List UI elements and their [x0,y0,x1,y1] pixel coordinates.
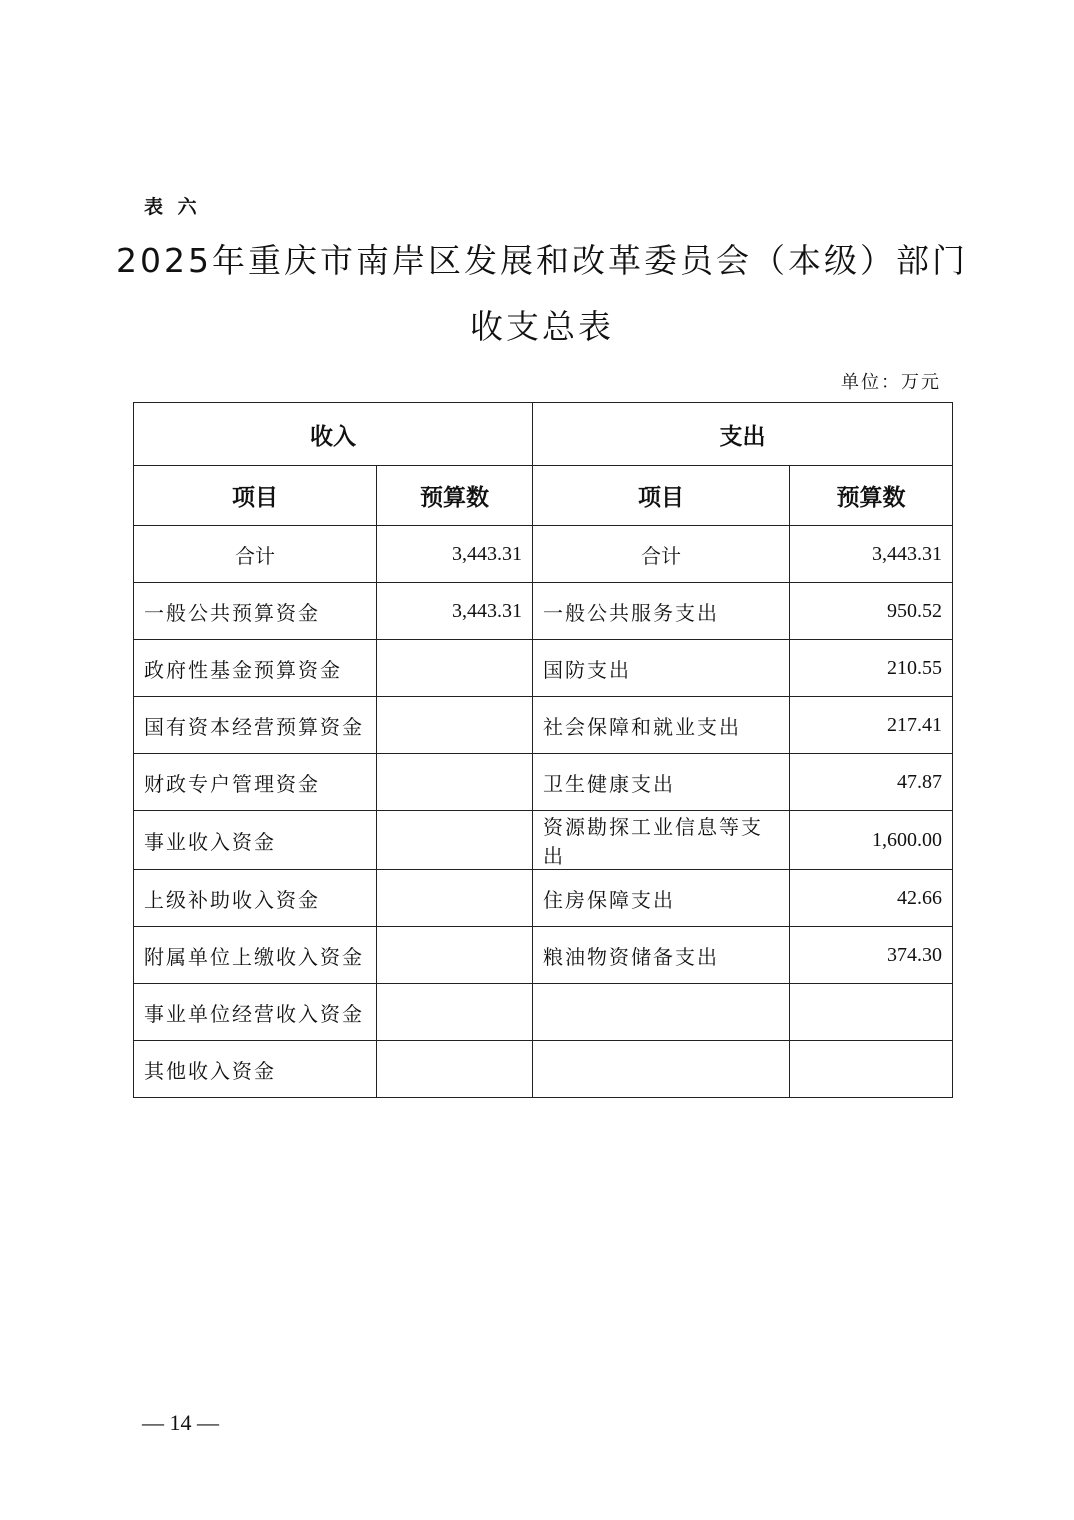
expense-item: 住房保障支出 [533,870,790,927]
income-item: 一般公共预算资金 [134,583,377,640]
income-value [377,697,533,754]
expense-item: 资源勘探工业信息等支出 [533,811,790,870]
income-item: 事业单位经营收入资金 [134,984,377,1041]
income-value [377,1041,533,1098]
table-row [134,927,953,984]
table-row [134,583,953,640]
table-row [134,754,953,811]
income-item: 政府性基金预算资金 [134,640,377,697]
table-row [134,870,953,927]
expense-item: 国防支出 [533,640,790,697]
income-total-label: 合计 [134,526,377,583]
page-number: — 14 — [142,1410,219,1435]
total-row [134,526,953,583]
expense-item: 一般公共服务支出 [533,583,790,640]
expense-value: 47.87 [790,754,953,811]
expense-value: 950.52 [790,583,953,640]
table-subheader-row [134,466,953,526]
income-value [377,754,533,811]
expense-header: 支出 [533,403,953,466]
income-value [377,927,533,984]
table-label: 表 六 [144,196,201,218]
expense-value: 374.30 [790,927,953,984]
income-item-header: 项目 [134,466,377,526]
budget-table [133,402,953,1098]
expense-item: 社会保障和就业支出 [533,697,790,754]
income-item: 财政专户管理资金 [134,754,377,811]
income-item: 附属单位上缴收入资金 [134,927,377,984]
income-item: 上级补助收入资金 [134,870,377,927]
expense-item-header: 项目 [533,466,790,526]
expense-total-value: 3,443.31 [790,526,953,583]
table-row [134,811,953,870]
unit-label: 单位：万元 [841,372,941,393]
income-item: 国有资本经营预算资金 [134,697,377,754]
expense-value: 1,600.00 [790,811,953,870]
income-value [377,640,533,697]
income-item: 事业收入资金 [134,811,377,870]
table-row [134,984,953,1041]
expense-value: 42.66 [790,870,953,927]
page-title: 2025年重庆市南岸区发展和改革委员会（本级）部门收支总表 [116,241,968,346]
table-row [134,640,953,697]
expense-item [533,984,790,1041]
income-value: 3,443.31 [377,583,533,640]
income-header: 收入 [134,403,533,466]
income-value [377,870,533,927]
income-total-value: 3,443.31 [377,526,533,583]
income-budget-header: 预算数 [377,466,533,526]
table-header-row [134,403,953,466]
expense-value [790,1041,953,1098]
table-row [134,697,953,754]
expense-budget-header: 预算数 [790,466,953,526]
income-item: 其他收入资金 [134,1041,377,1098]
income-value [377,984,533,1041]
expense-item [533,1041,790,1098]
expense-value: 217.41 [790,697,953,754]
expense-value: 210.55 [790,640,953,697]
table-row [134,1041,953,1098]
expense-total-label: 合计 [533,526,790,583]
expense-item: 粮油物资储备支出 [533,927,790,984]
income-value [377,811,533,870]
expense-value [790,984,953,1041]
expense-item: 卫生健康支出 [533,754,790,811]
